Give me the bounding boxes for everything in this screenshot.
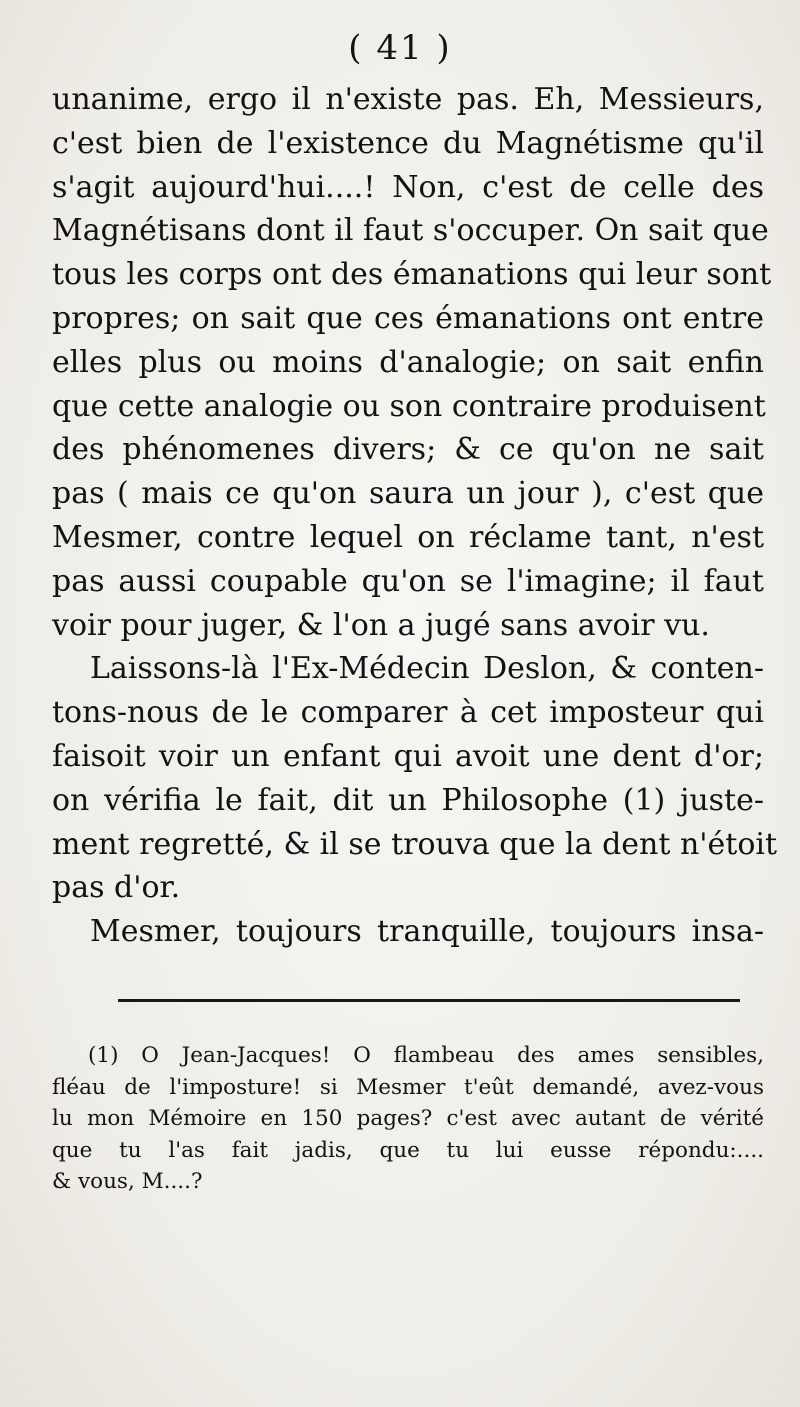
page-number: ( 41 ) [348, 28, 452, 68]
text-line: ment regretté, & il se trouva que la dent n'étoit [52, 826, 778, 862]
text-line: unanime, ergo il n'existe pas. Eh, Messieurs, [52, 82, 764, 117]
text-line: tons-nous de le comparer à cet imposteur qui [52, 695, 764, 731]
footnote-line: & vous, M....? [52, 1169, 203, 1194]
text-line: Magnétisans dont il faut s'occuper. On sait que [52, 213, 769, 249]
text-line: elles plus ou moins d'analogie; on sait enfin [52, 344, 764, 380]
text-line: que cette analogie ou son contraire produisent [52, 388, 766, 424]
footnote-line: (1) O Jean-Jacques! O flambeau des ames sensibles, [88, 1043, 764, 1068]
footnote-divider [118, 999, 740, 1002]
text-line: pas ( mais ce qu'on saura un jour ), c'est que [52, 476, 764, 512]
text-line: on vérifia le fait, dit un Philosophe (1) juste- [52, 782, 764, 818]
footnote [52, 1040, 764, 1198]
text-line: pas d'or. [52, 870, 181, 906]
footnote-line: fléau de l'imposture! si Mesmer t'eût demandé, avez-vous [52, 1074, 764, 1100]
text-line: propres; on sait que ces émanations ont entre [52, 300, 764, 336]
text-line: Mesmer, contre lequel on réclame tant, n'est [52, 519, 764, 555]
text-line: pas aussi coupable qu'on se l'imagine; il faut [52, 563, 764, 599]
text-line: des phénomenes divers; & ce qu'on ne sait [52, 432, 764, 468]
text-line: Mesmer, toujours tranquille, toujours insa- [90, 914, 764, 950]
text-line: s'agit aujourd'hui....! Non, c'est de celle des [52, 169, 764, 205]
text-line: c'est bien de l'existence du Magnétisme qu'il [52, 125, 764, 161]
text-line: voir pour juger, & l'on a jugé sans avoir vu. [52, 607, 710, 643]
text-line: Laissons-là l'Ex-Médecin Deslon, & conten- [90, 651, 764, 687]
text-line: faisoit voir un enfant qui avoit une dent d'or; [52, 738, 764, 774]
text-line: tous les corps ont des émanations qui leur sont [52, 257, 772, 293]
footnote-line: lu mon Mémoire en 150 pages? c'est avec autant de vérité [52, 1106, 764, 1131]
main-text [52, 78, 778, 954]
footnote-line: que tu l'as fait jadis, que tu lui eusse répondu:.... [52, 1137, 764, 1163]
